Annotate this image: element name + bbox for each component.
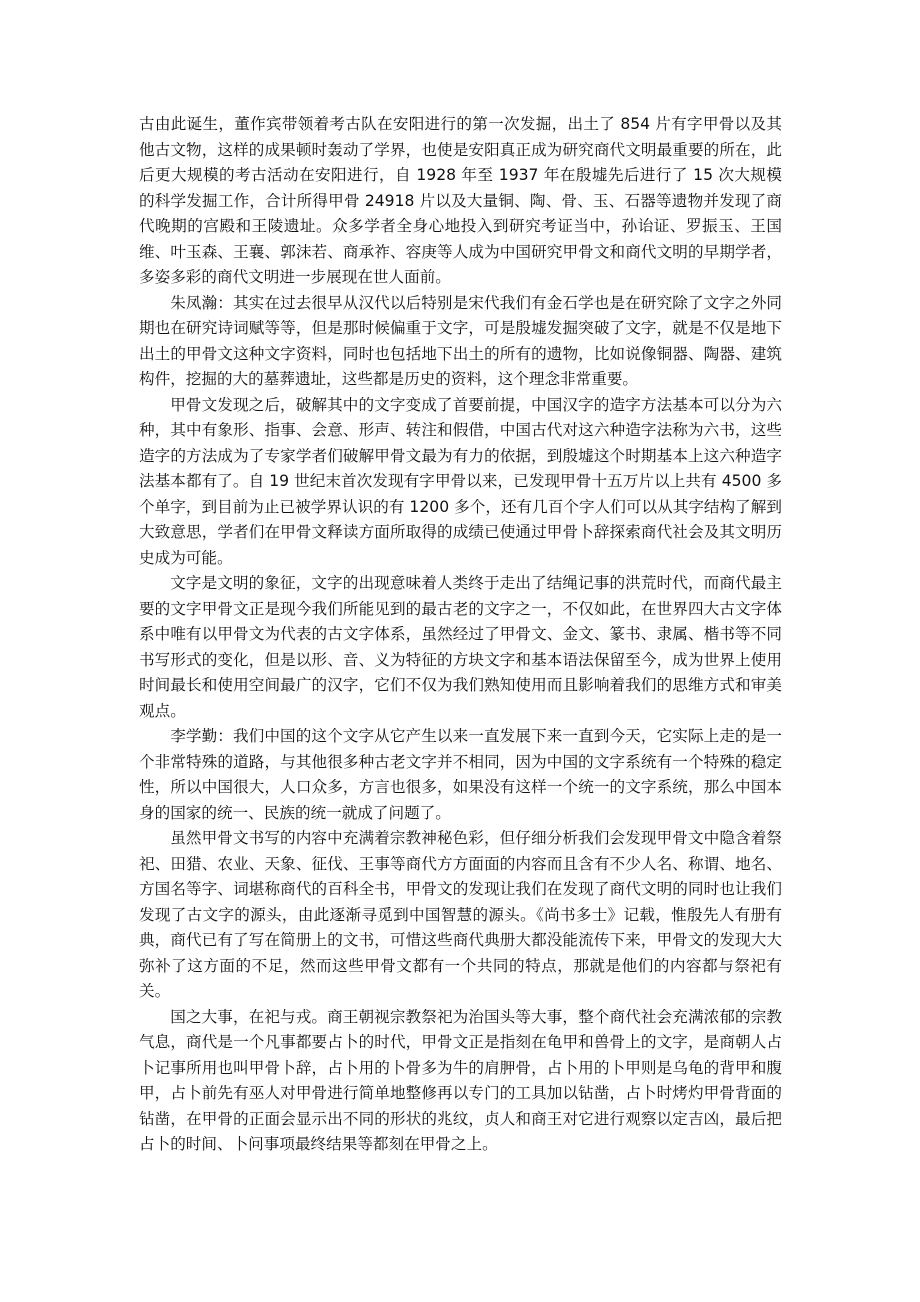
document-page [139,112,782,1158]
paragraph-1: 古由此诞生，董作宾带领着考古队在安阳进行的第一次发掘，出土了 854 片有字甲骨以及其他古文物，这样的成果顿时轰动了学界，也使是安阳真正成为研究商代文明最重要的所在，此后更大规模的考古活动在安阳进行，自 1928 年至 1937 年在殷墟先后进行了 15 次大规模的科学发掘工作，合计所得甲骨 24918 片以及大量铜、陶、骨、玉、石器等遗物并发现了商代晚期的宫殿和王陵遗址。众多学者全身心地投入到研究考证当中，孙诒证、罗振玉、王国维、叶玉森、王襄、郭沫若、商承祚、容庚等人成为中国研究甲骨文和商代文明的早期学者，多姿多彩的商代文明进一步展现在世人面前。 [139,115,782,286]
paragraph-6: 虽然甲骨文书写的内容中充满着宗教神秘色彩，但仔细分析我们会发现甲骨文中隐含着祭祀、田猎、农业、天象、征伐、王事等商代方方面面的内容而且含有不少人名、称谓、地名、方国名等字、词堪称商代的百科全书，甲骨文的发现让我们在发现了商代文明的同时也让我们发现了古文字的源头，由此逐渐寻觅到中国智慧的源头。《尚书多士》记载，惟殷先人有册有典，商代已有了写在简册上的文书，可惜这些商代典册大都没能流传下来，甲骨文的发现大大弥补了这方面的不足，然而这些甲骨文都有一个共同的特点，那就是他们的内容都与祭祀有关。 [139,829,782,1000]
paragraph-3: 甲骨文发现之后，破解其中的文字变成了首要前提，中国汉字的造字方法基本可以分为六种，其中有象形、指事、会意、形声、转注和假借，中国古代对这六种造字法称为六书，这些造字的方法成为了专家学者们破解甲骨文最为有力的依据，到殷墟这个时期基本上这六种造字法基本都有了。自 19 世纪末首次发现有字甲骨以来，已发现甲骨十五万片以上共有 4500 多个单字，到目前为止已被学界认识的有 1200 多个，还有几百个字人们可以从其字结构了解到大致意思，学者们在甲骨文释读方面所取得的成绩已使通过甲骨卜辞探索商代社会及其文明历史成为可能。 [139,395,782,567]
paragraph-2: 朱凤瀚：其实在过去很早从汉代以后特别是宋代我们有金石学也是在研究除了文字之外同期也在研究诗词赋等等，但是那时候偏重于文字，可是殷墟发掘突破了文字，就是不仅是地下出土的甲骨文这种文字资料，同时也包括地下出土的所有的遗物，比如说像铜器、陶器、建筑构件，挖掘的大的墓葬遗址，这些都是历史的资料，这个理念非常重要。 [139,293,782,388]
paragraph-7: 国之大事，在祀与戎。商王朝视宗教祭祀为治国头等大事，整个商代社会充满浓郁的宗教气息，商代是一个凡事都要占卜的时代，甲骨文正是指刻在龟甲和兽骨上的文字，是商朝人占卜记事所用也叫甲骨卜辞，占卜用的卜骨多为牛的肩胛骨，占卜用的卜甲则是乌龟的背甲和腹甲，占卜前先有巫人对甲骨进行简单地整修再以专门的工具加以钻凿，占卜时烤灼甲骨背面的钻凿，在甲骨的正面会显示出不同的形状的兆纹，贞人和商王对它进行观察以定吉凶，最后把占卜的时间、卜问事项最终结果等都刻在甲骨之上。 [139,1007,782,1153]
paragraph-5: 李学勤：我们中国的这个文字从它产生以来一直发展下来一直到今天，它实际上走的是一个非常特殊的道路，与其他很多种古老文字并不相同，因为中国的文字系统有一个特殊的稳定性，所以中国很大，人口众多，方言也很多，如果没有这样一个统一的文字系统，那么中国本身的国家的统一、民族的统一就成了问题了。 [139,727,782,822]
paragraph-4: 文字是文明的象征，文字的出现意味着人类终于走出了结绳记事的洪荒时代，而商代最主要的文字甲骨文正是现今我们所能见到的最古老的文字之一，不仅如此，在世界四大古文字体系中唯有以甲骨文为代表的古文字体系，虽然经过了甲骨文、金文、篆书、隶属、楷书等不同书写形式的变化，但是以形、音、义为特征的方块文字和基本语法保留至今，成为世界上使用时间最长和使用空间最广的汉字，它们不仅为我们熟知使用而且影响着我们的思维方式和审美观点。 [139,574,782,720]
